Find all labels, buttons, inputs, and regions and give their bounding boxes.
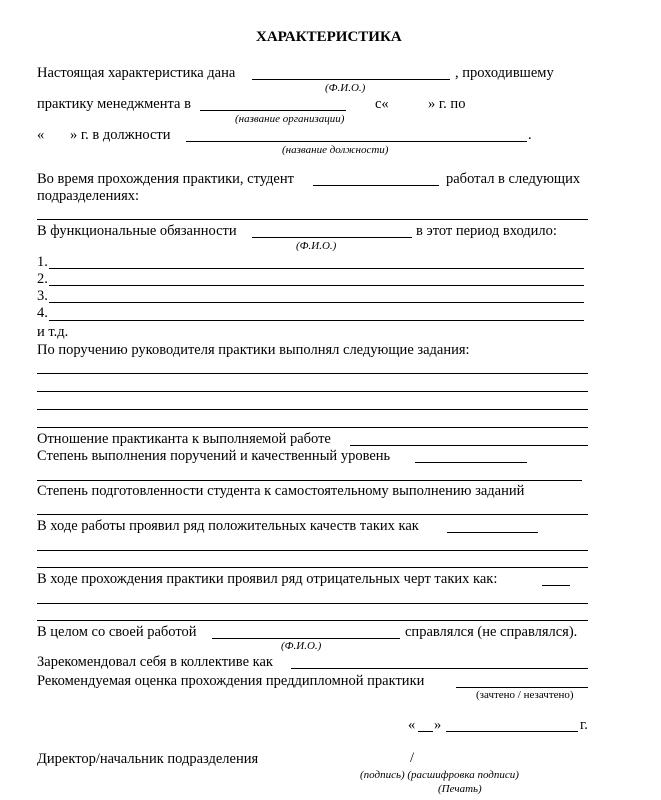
degree-field-2[interactable] (37, 480, 582, 481)
intro-text-end: , проходившему (455, 65, 554, 81)
organization-caption: (название организации) (235, 113, 345, 125)
duties-fio-caption: (Ф.И.О.) (296, 240, 337, 252)
year-to-text: » г. по (428, 96, 466, 112)
document-title: ХАРАКТЕРИСТИКА (256, 29, 402, 45)
quote-open: « (37, 127, 45, 143)
position-field[interactable] (186, 141, 527, 142)
during-practice-text: Во время прохождения практики, студент (37, 171, 294, 187)
duties-fio-field[interactable] (252, 237, 412, 238)
intro-text: Настоящая характеристика дана (37, 65, 236, 81)
item-4-label: 4. (37, 305, 48, 321)
overall-result-text: справлялся (не справлялся). (405, 624, 578, 640)
date-quote-open: « (408, 717, 416, 733)
duties-text: В функциональные обязанности (37, 223, 237, 239)
signature-slash: / (410, 750, 415, 766)
stamp-caption: (Печать) (438, 783, 482, 795)
tasks-field-2[interactable] (37, 391, 588, 392)
date-year-text: г. (580, 717, 588, 733)
attitude-text: Отношение практиканта к выполняемой работе (37, 431, 331, 447)
etc-text: и т.д. (37, 324, 69, 340)
tasks-field-3[interactable] (37, 409, 588, 410)
tasks-field-1[interactable] (37, 373, 588, 374)
position-caption: (название должности) (282, 144, 389, 156)
positive-field-3[interactable] (37, 567, 588, 568)
negative-field[interactable] (542, 585, 570, 586)
negative-text: В ходе прохождения практики проявил ряд отрицательных черт таких как: (37, 571, 498, 587)
degree-text: Степень выполнения поручений и качественный уровень (37, 448, 391, 464)
tasks-field-4[interactable] (37, 427, 588, 428)
practice-text: практику менеджмента в (37, 96, 191, 112)
signature-caption: (подпись) (расшифровка подписи) (360, 769, 519, 781)
degree-field[interactable] (415, 462, 527, 463)
grade-caption: (зачтено / незачтено) (476, 689, 574, 701)
tasks-text: По поручению руководителя практики выполнял следующие задания: (37, 342, 470, 358)
overall-fio-field[interactable] (212, 638, 400, 639)
item-2-label: 2. (37, 271, 48, 287)
fio-field[interactable] (252, 79, 450, 80)
negative-field-2[interactable] (37, 603, 588, 604)
item-3-field[interactable] (49, 302, 584, 303)
item-1-field[interactable] (49, 268, 584, 269)
organization-field[interactable] (200, 110, 346, 111)
readiness-text: Степень подготовленности студента к самостоятельному выполнению заданий (37, 483, 525, 499)
item-2-field[interactable] (49, 285, 584, 286)
date-quote-close: » (434, 717, 442, 733)
departments-field[interactable] (37, 219, 588, 220)
positive-field[interactable] (447, 532, 538, 533)
recommended-field[interactable] (291, 668, 588, 669)
positive-text: В ходе работы проявил ряд положительных качеств таких как (37, 518, 419, 534)
negative-field-3[interactable] (37, 620, 588, 621)
student-field[interactable] (313, 185, 439, 186)
date-day-field[interactable] (418, 731, 433, 732)
item-3-label: 3. (37, 288, 48, 304)
worked-in-text: работал в следующих (446, 171, 581, 187)
departments-text: подразделениях: (37, 188, 140, 204)
from-text: с« (375, 96, 389, 112)
overall-text: В целом со своей работой (37, 624, 197, 640)
readiness-field[interactable] (37, 514, 588, 515)
grade-text: Рекомендуемая оценка прохождения преддипломной практики (37, 673, 425, 689)
recommended-text: Зарекомендовал себя в коллективе как (37, 654, 273, 670)
director-text: Директор/начальник подразделения (37, 751, 259, 767)
item-4-field[interactable] (49, 320, 584, 321)
attitude-field[interactable] (350, 445, 588, 446)
position-text: » г. в должности (70, 127, 171, 143)
date-month-field[interactable] (446, 731, 578, 732)
item-1-label: 1. (37, 254, 48, 270)
duties-period-text: в этот период входило: (416, 223, 557, 239)
positive-field-2[interactable] (37, 550, 588, 551)
position-dot: . (528, 127, 532, 143)
fio-caption: (Ф.И.О.) (325, 82, 366, 94)
grade-field[interactable] (456, 687, 588, 688)
overall-fio-caption: (Ф.И.О.) (281, 640, 322, 652)
